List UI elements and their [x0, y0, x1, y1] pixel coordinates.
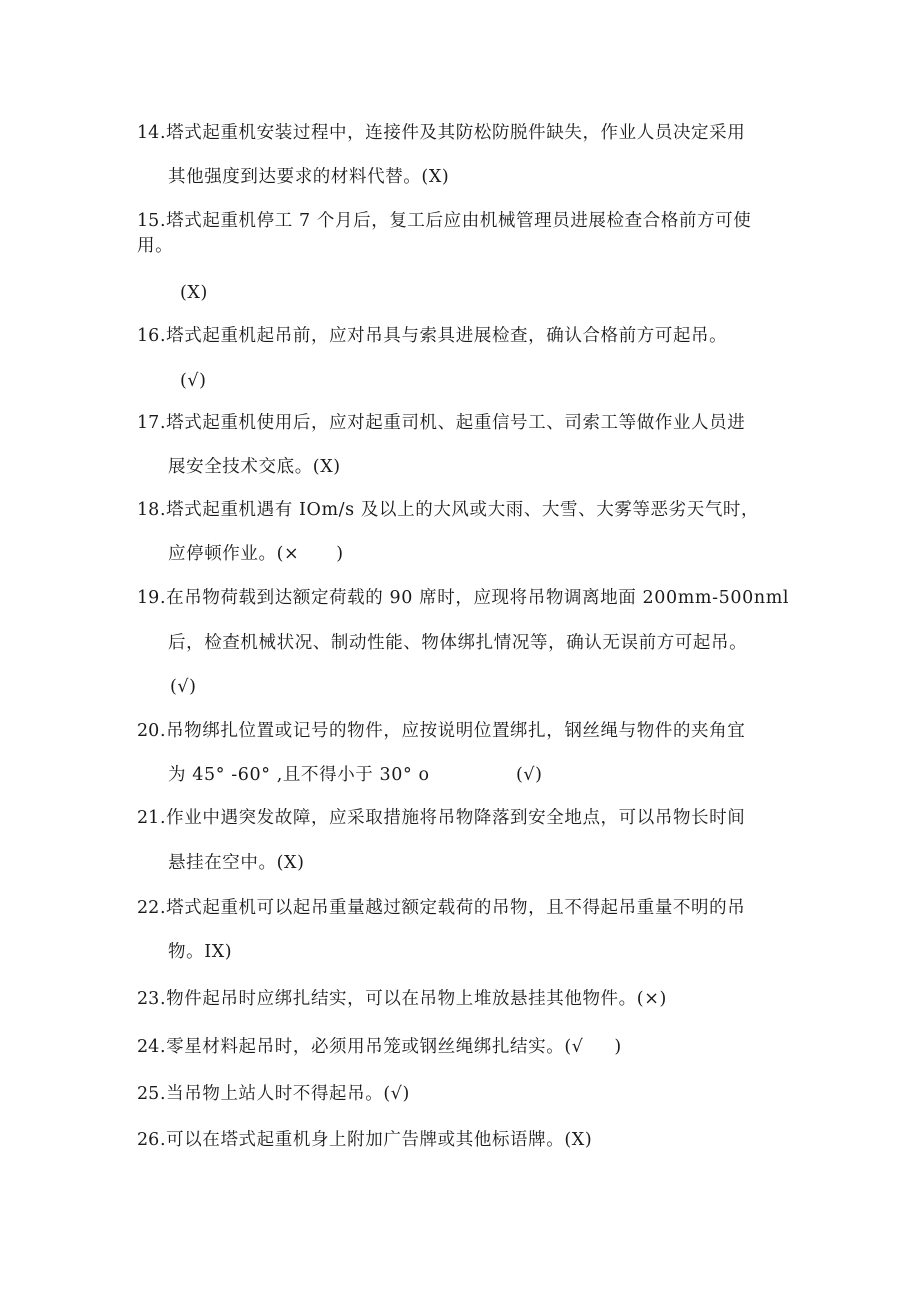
- question-text: .零星材料起吊时，必须用吊笼或钢丝绳绑扎结实。(√ ): [160, 1037, 622, 1057]
- question-text: .物件起吊时应绑扎结实，可以在吊物上堆放悬挂其他物件。(×): [160, 989, 667, 1009]
- question-text: 其他强度到达要求的材料代替。(X): [168, 167, 450, 187]
- answer-mark: (√): [170, 677, 197, 697]
- question-number: 17: [137, 413, 160, 433]
- question-text: .吊物绑扎位置或记号的物件，应按说明位置绑扎，钢丝绳与物件的夹角宜: [160, 721, 746, 741]
- answer-mark: (√): [180, 371, 207, 391]
- question-text: .塔式起重机遇有 IOm/s 及以上的大风或大雨、大雪、大雾等恶劣天气时，: [160, 500, 760, 520]
- question-text: 展安全技术交底。(X): [168, 457, 341, 477]
- question-text: .当吊物上站人时不得起吊。(√): [160, 1084, 410, 1104]
- question-text: 物。IX): [168, 942, 233, 962]
- question-number: 18: [137, 500, 160, 520]
- question-number: 19: [137, 588, 160, 608]
- question-text: 悬挂在空中。(X): [168, 853, 305, 873]
- question-number: 14: [137, 123, 160, 143]
- question-text: .塔式起重机安装过程中，连接件及其防松防脱件缺失，作业人员决定采用: [160, 123, 746, 143]
- question-text: .塔式起重机起吊前，应对吊具与索具进展检查，确认合格前方可起吊。: [160, 326, 728, 346]
- question-text: 为 45° -60° ,且不得小于 30° o (√): [168, 765, 543, 785]
- question-text: 应停顿作业。(× ): [168, 544, 344, 564]
- question-text: .作业中遇突发故障，应采取措施将吊物降落到安全地点，可以吊物长时间: [160, 808, 746, 828]
- question-number: 15: [137, 211, 160, 231]
- question-number: 25: [137, 1084, 160, 1104]
- question-number: 24: [137, 1037, 160, 1057]
- question-number: 26: [137, 1130, 160, 1150]
- answer-mark: (X): [180, 283, 208, 303]
- question-number: 16: [137, 326, 160, 346]
- question-text: 用。: [137, 236, 174, 256]
- question-text: .在吊物荷载到达额定荷载的 90 席时，应现将吊物调离地面 200mm-500nml: [160, 588, 790, 608]
- question-number: 20: [137, 721, 160, 741]
- question-number: 23: [137, 989, 160, 1009]
- question-text: .塔式起重机使用后，应对起重司机、起重信号工、司索工等做作业人员进: [160, 413, 746, 433]
- question-text: .塔式起重机停工 7 个月后，复工后应由机械管理员进展检查合格前方可使: [160, 211, 752, 231]
- question-number: 21: [137, 808, 160, 828]
- question-text: .可以在塔式起重机身上附加广告牌或其他标语牌。(X): [160, 1130, 593, 1150]
- question-number: 22: [137, 898, 160, 918]
- question-text: .塔式起重机可以起吊重量越过额定载荷的吊物，且不得起吊重量不明的吊: [160, 898, 746, 918]
- question-text: 后，检查机械状况、制动性能、物体绑扎情况等，确认无误前方可起吊。: [168, 633, 748, 653]
